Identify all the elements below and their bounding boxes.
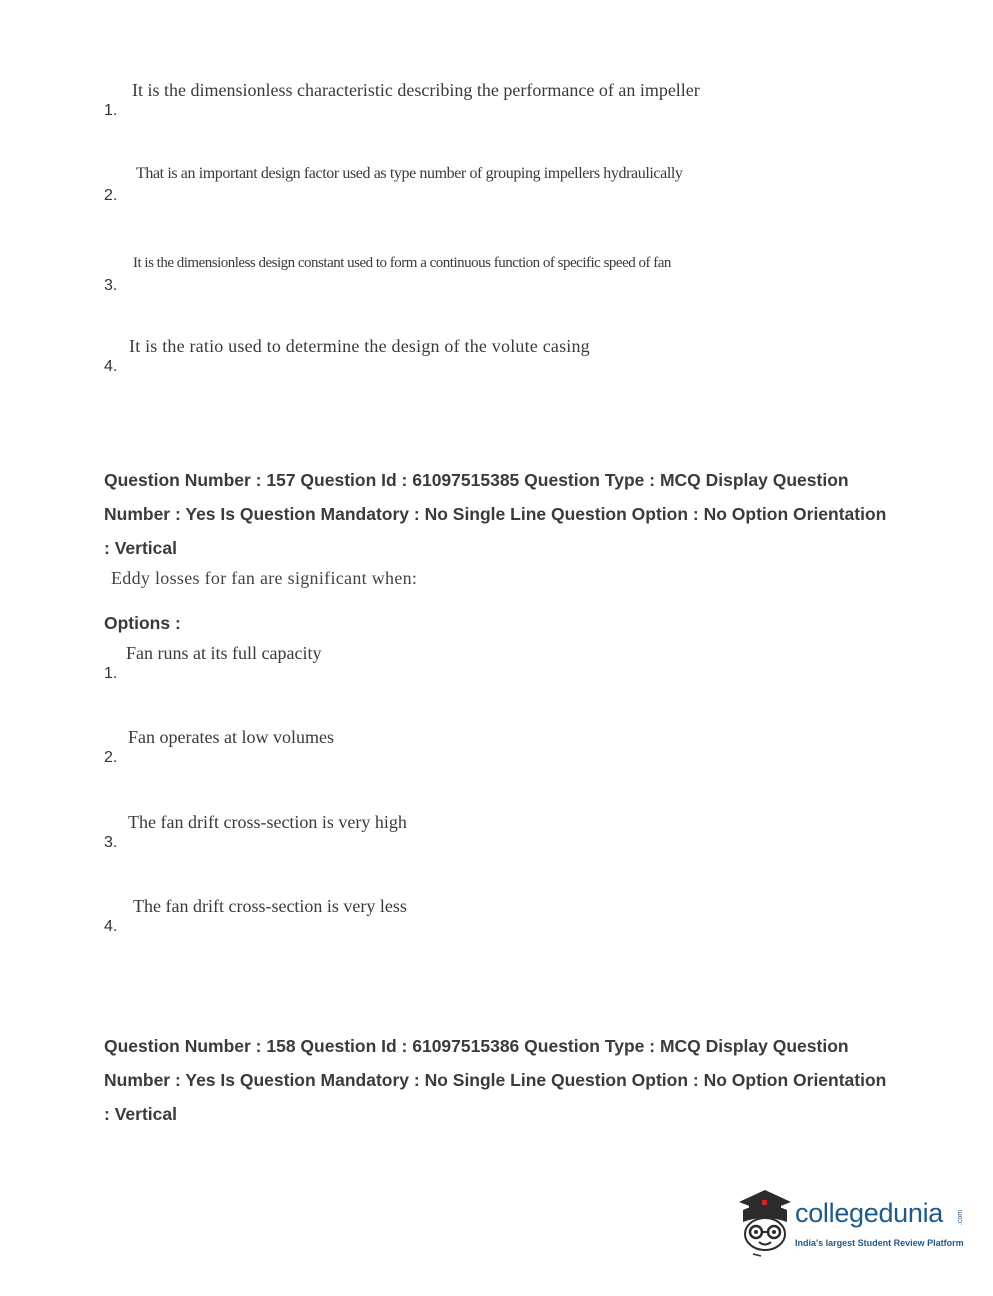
option-item bbox=[104, 165, 864, 205]
option-text: That is an important design factor used as type number of grouping impellers hydraulically bbox=[136, 165, 683, 182]
option-item bbox=[104, 643, 864, 683]
option-number: 4. bbox=[104, 358, 118, 375]
option-number: 2. bbox=[104, 749, 118, 766]
option-text: It is the ratio used to determine the design of the volute casing bbox=[129, 336, 590, 356]
option-number: 3. bbox=[104, 834, 118, 851]
question-meta: Question Number : 157 Question Id : 61097515385 Question Type : MCQ Display Question Number : Yes Is Question Mandatory : No Single Line Question Option : No Option Orientation : Vertical bbox=[104, 470, 887, 558]
logo-tagline: India's largest Student Review Platform bbox=[795, 1238, 964, 1248]
option-item bbox=[104, 812, 864, 852]
option-text: The fan drift cross-section is very less bbox=[133, 896, 407, 916]
student-mascot-icon bbox=[735, 1188, 793, 1260]
logo-suffix: .com bbox=[957, 1209, 965, 1226]
option-text: It is the dimensionless design constant used to form a continuous function of specific speed of fan bbox=[133, 255, 671, 271]
option-text: Fan operates at low volumes bbox=[128, 727, 334, 747]
option-number: 1. bbox=[104, 102, 118, 119]
option-number: 3. bbox=[104, 277, 118, 294]
option-item bbox=[104, 896, 864, 936]
option-number: 4. bbox=[104, 918, 118, 935]
option-text: The fan drift cross-section is very high bbox=[128, 812, 407, 832]
option-item bbox=[104, 255, 864, 295]
option-item bbox=[104, 727, 864, 767]
option-text: Fan runs at its full capacity bbox=[126, 643, 322, 663]
option-number: 2. bbox=[104, 187, 118, 204]
option-item bbox=[104, 336, 864, 376]
question-text: Eddy losses for fan are significant when: bbox=[111, 568, 418, 588]
logo-wordmark: collegedunia bbox=[795, 1198, 944, 1228]
question-meta: Question Number : 158 Question Id : 61097515386 Question Type : MCQ Display Question Number : Yes Is Question Mandatory : No Single Line Question Option : No Option Orientation : Vertical bbox=[104, 1036, 887, 1124]
option-text: It is the dimensionless characteristic describing the performance of an impeller bbox=[132, 80, 700, 100]
options-label: Options : bbox=[104, 613, 181, 633]
option-item bbox=[104, 80, 864, 120]
collegedunia-logo bbox=[735, 1188, 965, 1260]
option-number: 1. bbox=[104, 665, 118, 682]
